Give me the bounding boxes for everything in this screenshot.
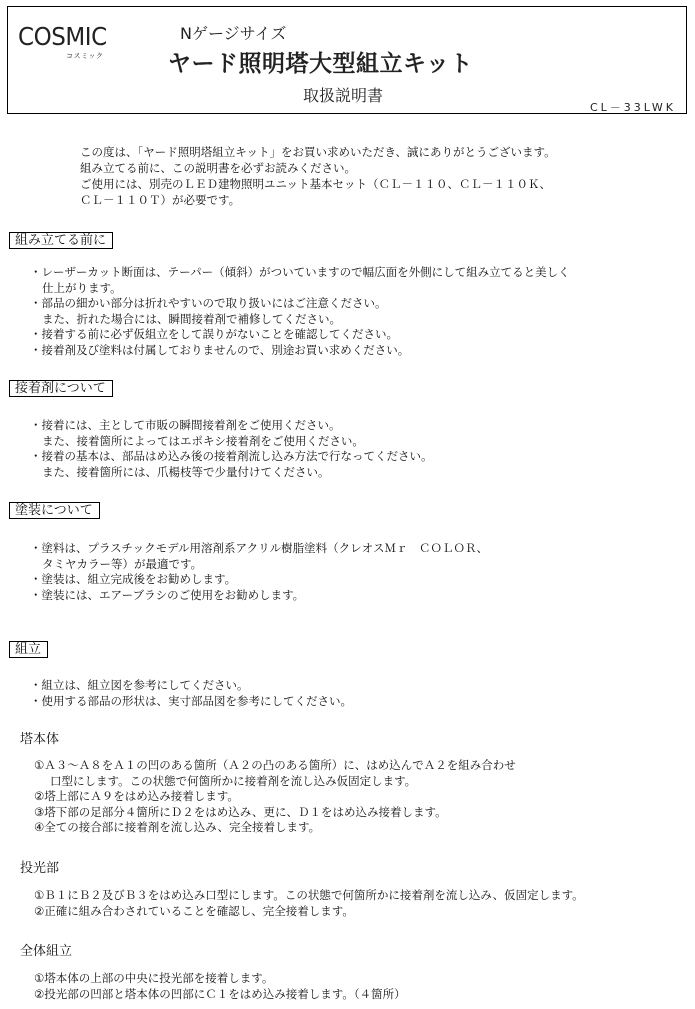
tower-steps [34, 758, 684, 836]
list-line: ・組立は、組立図を参考にしてください。 [30, 678, 249, 692]
section-heading-paint: 塗装について [9, 502, 100, 519]
logo-main-text: COSMIC [18, 22, 107, 51]
list-line: また、接着箇所によってはエポキシ接着剤をご使用ください。 [42, 433, 364, 448]
intro-line: ＣＬ－１１０Ｔ）が必要です。 [80, 193, 241, 207]
list-line: ④全ての接合部に接着剤を流し込み、完全接着します。 [34, 820, 321, 834]
list-line: ・部品の細かい部分は折れやすいので取り扱いにはご注意ください。 [30, 296, 387, 310]
list-line: ・接着剤及び塗料は付属しておりませんので、別途お買い求めください。 [30, 342, 410, 357]
tower-heading: 塔本体 [20, 732, 60, 747]
product-code: CL－33LWK [589, 101, 676, 114]
list-line: ・接着の基本は、部品はめ込み後の接着剤流し込み方法で行なってください。 [30, 449, 433, 463]
list-line: タミヤカラー等）が最適です。 [42, 556, 203, 571]
list-line: ②正確に組み合わされていることを確認し、完全接着します。 [34, 903, 354, 918]
product-title: ヤード照明塔大型組立キット [168, 51, 474, 77]
list-line: 仕上がります。 [42, 280, 122, 295]
cosmic-logo [18, 22, 118, 62]
list-line: ・塗装は、組立完成後をお勧めします。 [30, 572, 237, 586]
list-line: ①Ａ３～Ａ８をＡ１の凹のある箇所（Ａ２の凸のある箇所）に、はめ込んでＡ２を組み合わせ [34, 758, 516, 772]
adhesive-list [30, 418, 680, 480]
overall-steps [34, 971, 684, 1002]
section-heading-assembly: 組立 [9, 641, 48, 658]
list-line: ・接着には、主として市販の瞬間接着剤をご使用ください。 [30, 418, 341, 432]
list-line: 口型にします。この状態で何箇所かに接着剤を流し込み仮固定します。 [50, 773, 417, 788]
list-line: ①Ｂ１にＢ２及びＢ３をはめ込み口型にします。この状態で何箇所かに接着剤を流し込み、仮固定します。 [34, 888, 584, 902]
list-line: また、折れた場合には、瞬間接着剤で補修してください。 [42, 311, 341, 326]
intro-line: ご使用には、別売のＬＥＤ建物照明ユニット基本セット（ＣＬ－１１０、ＣＬ－１１０Ｋ、 [80, 177, 552, 191]
list-line: ①塔本体の上部の中央に投光部を接着します。 [34, 971, 274, 985]
assembly-list [30, 678, 680, 709]
list-line: ・塗装には、エアーブラシのご使用をお勧めします。 [30, 587, 305, 602]
list-line: ②投光部の凹部と塔本体の凹部にＣ１をはめ込み接着します。（４箇所） [34, 986, 406, 1001]
section-heading-before: 組み立てる前に [9, 232, 113, 249]
manual-label: 取扱説明書 [303, 86, 384, 105]
intro-line: 組み立てる前に、この説明書を必ずお読みください。 [80, 161, 356, 175]
list-line: ・レーザーカット断面は、テーパー（傾斜）がついていますので幅広面を外側にして組み立てると美しく [30, 265, 570, 279]
list-line: ③塔下部の足部分４箇所にＤ２をはめ込み、更に、Ｄ１をはめ込み接着します。 [34, 804, 447, 819]
list-line: ・塗料は、プラスチックモデル用溶剤系アクリル樹脂塗料（クレオスＭｒ ＣＯＬＯＲ、 [30, 541, 489, 555]
section-heading-adhesive: 接着剤について [9, 380, 113, 397]
paint-list [30, 541, 680, 603]
logo-sub-text: コスミック [66, 52, 104, 60]
intro-paragraph [80, 144, 680, 208]
light-steps [34, 888, 684, 919]
list-line: また、接着箇所には、爪楊枝等で少量付けてください。 [42, 464, 330, 479]
list-line: ・使用する部品の形状は、実寸部品図を参考にしてください。 [30, 693, 352, 708]
intro-line: この度は、「ヤード照明塔組立キット」をお買い求めいただき、誠にありがとうございます。 [80, 145, 556, 159]
header-box [7, 6, 687, 114]
light-heading: 投光部 [20, 861, 60, 876]
scale-subtitle: Nゲージサイズ [180, 24, 287, 43]
before-list [30, 265, 680, 358]
list-line: ②塔上部にＡ９をはめ込み接着します。 [34, 789, 239, 803]
overall-heading: 全体組立 [20, 944, 73, 959]
list-line: ・接着する前に必ず仮組立をして誤りがないことを確認してください。 [30, 327, 398, 341]
